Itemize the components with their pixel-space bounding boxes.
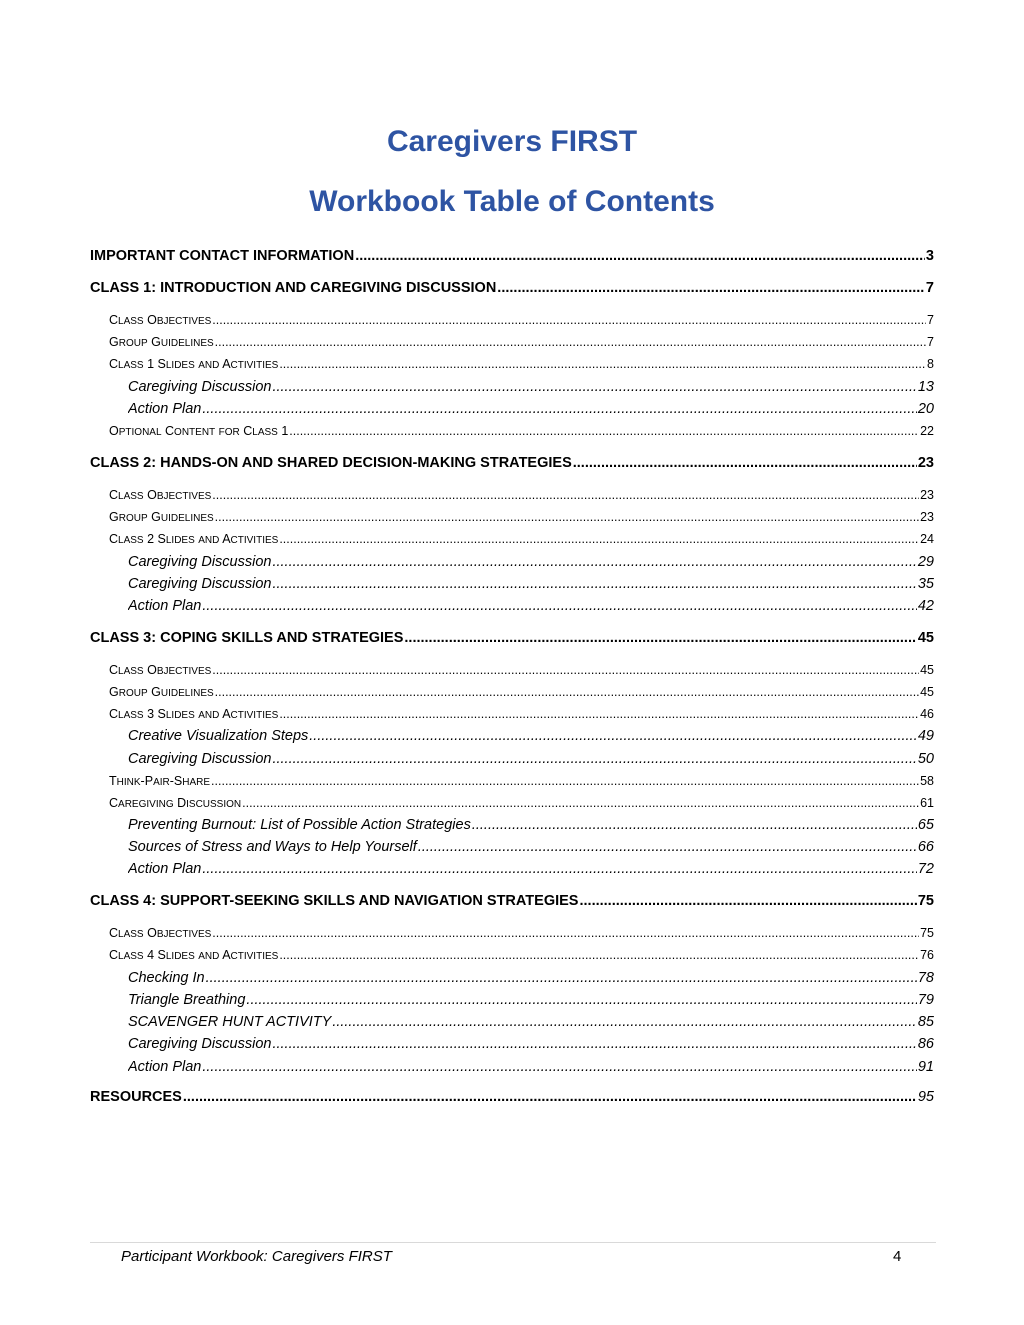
toc-dot-leader (272, 377, 916, 397)
toc-entry-page: 85 (917, 1014, 934, 1030)
toc-entry-page: 78 (917, 970, 934, 986)
toc-entry-label: SCAVENGER HUNT ACTIVITY (128, 1014, 332, 1030)
toc-entry-level3[interactable] (128, 815, 934, 835)
toc-entry-level2[interactable] (109, 332, 934, 352)
toc-entry-label: RESOURCES (90, 1089, 182, 1105)
toc-entry-page: 7 (927, 335, 934, 349)
toc-dot-leader (332, 1012, 917, 1032)
toc-entry-page: 7 (925, 280, 934, 296)
toc-entry-level3[interactable] (128, 1034, 934, 1054)
toc-dot-leader (202, 399, 917, 419)
toc-entry-page: 72 (917, 861, 934, 877)
toc-entry-level3[interactable] (128, 1057, 934, 1077)
toc-entry-page: 13 (917, 379, 934, 395)
toc-entry-level2[interactable] (109, 421, 934, 441)
toc-entry-level3[interactable] (128, 726, 934, 746)
toc-entry-level2[interactable] (109, 923, 934, 943)
toc-entry-label: Caregiving Discussion (128, 379, 272, 395)
toc-entry-page: 7 (927, 313, 934, 327)
toc-entry-page: 20 (917, 401, 934, 417)
toc-entry-label: Caregiving Discussion (128, 751, 272, 767)
toc-entry-label: THINK-PAIR-SHARE (109, 774, 211, 788)
toc-entry-level2[interactable] (109, 945, 934, 965)
toc-entry-level1[interactable] (90, 453, 934, 473)
toc-entry-page: 23 (917, 455, 934, 471)
toc-entry-label: OPTIONAL CONTENT FOR CLASS 1 (109, 424, 289, 438)
toc-entry-level3[interactable] (128, 990, 934, 1010)
toc-dot-leader (212, 310, 926, 330)
toc-entry-label: Caregiving Discussion (128, 554, 272, 570)
toc-entry-label: CLASS 1: INTRODUCTION AND CAREGIVING DISCUSSION (90, 280, 497, 296)
toc-entry-level1[interactable] (90, 628, 934, 648)
toc-entry-page: 45 (917, 630, 934, 646)
toc-entry-level2[interactable] (109, 793, 934, 813)
toc-dot-leader (272, 1034, 916, 1054)
toc-entry-level3[interactable] (128, 749, 934, 769)
toc-entry-label: GROUP GUIDELINES (109, 510, 214, 524)
toc-entry-page: 58 (920, 774, 934, 788)
toc-entry-label: Preventing Burnout: List of Possible Action Strategies (128, 817, 471, 833)
footer-page-number: 4 (893, 1248, 902, 1265)
toc-entry-level2[interactable] (109, 682, 934, 702)
footer-title: Participant Workbook: Caregivers FIRST (121, 1248, 392, 1265)
toc-dot-leader (183, 1087, 917, 1107)
toc-dot-leader (242, 793, 919, 813)
toc-dot-leader (272, 552, 916, 572)
toc-dot-leader (272, 574, 916, 594)
toc-entry-level3[interactable] (128, 574, 934, 594)
toc-dot-leader (309, 726, 917, 746)
toc-entry-page: 22 (920, 424, 934, 438)
toc-dot-leader (355, 246, 925, 266)
toc-dot-leader (279, 704, 919, 724)
toc-dot-leader (215, 332, 926, 352)
toc-entry-page: 95 (917, 1089, 934, 1105)
toc-entry-label: Triangle Breathing (128, 992, 246, 1008)
toc-entry-label: GROUP GUIDELINES (109, 335, 214, 349)
toc-entry-page: 75 (917, 893, 934, 909)
toc-entry-level2[interactable] (109, 529, 934, 549)
toc-dot-leader (279, 529, 919, 549)
toc-entry-level3[interactable] (128, 837, 934, 857)
toc-entry-page: 24 (920, 532, 934, 546)
toc-dot-leader (279, 945, 919, 965)
toc-entry-level2[interactable] (109, 310, 934, 330)
toc-dot-leader (418, 837, 917, 857)
toc-entry-level1[interactable] (90, 278, 934, 298)
toc-entry-label: CLASS 2: HANDS-ON AND SHARED DECISION-MAKING STRATEGIES (90, 455, 572, 471)
toc-entry-label: CLASS 4 SLIDES AND ACTIVITIES (109, 948, 279, 962)
toc-dot-leader (579, 891, 916, 911)
toc-entry-level3[interactable] (128, 596, 934, 616)
toc-entry-label: Creative Visualization Steps (128, 728, 309, 744)
document-title: Caregivers FIRST (386, 125, 638, 158)
toc-entry-label: CLASS 3 SLIDES AND ACTIVITIES (109, 707, 279, 721)
toc-dot-leader (289, 421, 919, 441)
toc-entry-page: 42 (917, 598, 934, 614)
toc-entry-label: Action Plan (128, 401, 202, 417)
toc-dot-leader (212, 660, 919, 680)
toc-entry-label: CLASS OBJECTIVES (109, 926, 212, 940)
toc-entry-label: Sources of Stress and Ways to Help Yourself (128, 839, 417, 855)
toc-entry-page: 45 (920, 685, 934, 699)
toc-entry-level3[interactable] (128, 399, 934, 419)
toc-entry-page: 66 (917, 839, 934, 855)
toc-entry-label: CLASS 2 SLIDES AND ACTIVITIES (109, 532, 279, 546)
toc-dot-leader (404, 628, 916, 648)
toc-entry-level2[interactable] (109, 354, 934, 374)
toc-entry-level3[interactable] (128, 552, 934, 572)
toc-entry-page: 23 (920, 510, 934, 524)
toc-entry-label: GROUP GUIDELINES (109, 685, 214, 699)
toc-entry-page: 61 (920, 796, 934, 810)
toc-entry-page: 35 (917, 576, 934, 592)
toc-dot-leader (215, 507, 919, 527)
toc-entry-level2[interactable] (109, 485, 934, 505)
toc-dot-leader (212, 485, 919, 505)
toc-entry-label: Caregiving Discussion (128, 1036, 272, 1052)
toc-dot-leader (497, 278, 925, 298)
toc-dot-leader (202, 1057, 917, 1077)
toc-entry-page: 50 (917, 751, 934, 767)
toc-entry-level2[interactable] (109, 507, 934, 527)
footer-divider (90, 1242, 936, 1243)
toc-entry-label: Checking In (128, 970, 205, 986)
toc-entry-page: 29 (917, 554, 934, 570)
toc-entry-page: 65 (917, 817, 934, 833)
toc-entry-page: 79 (917, 992, 934, 1008)
toc-entry-page: 75 (920, 926, 934, 940)
toc-entry-page: 86 (917, 1036, 934, 1052)
toc-entry-level1[interactable] (90, 1087, 934, 1107)
toc-entry-label: Action Plan (128, 1059, 202, 1075)
toc-dot-leader (272, 749, 916, 769)
toc-entry-level3[interactable] (128, 377, 934, 397)
toc-entry-page: 3 (925, 248, 934, 264)
toc-dot-leader (211, 771, 919, 791)
document-subtitle: Workbook Table of Contents (309, 185, 715, 218)
toc-entry-level3[interactable] (128, 859, 934, 879)
toc-dot-leader (202, 859, 917, 879)
toc-entry-level3[interactable] (128, 968, 934, 988)
toc-dot-leader (573, 453, 917, 473)
toc-entry-label: Action Plan (128, 598, 202, 614)
toc-entry-level2[interactable] (109, 704, 934, 724)
toc-entry-page: 8 (927, 357, 934, 371)
toc-dot-leader (206, 968, 917, 988)
toc-entry-page: 45 (920, 663, 934, 677)
toc-dot-leader (472, 815, 917, 835)
toc-entry-label: Action Plan (128, 861, 202, 877)
toc-entry-level1[interactable] (90, 891, 934, 911)
toc-entry-label: Caregiving Discussion (128, 576, 272, 592)
toc-entry-page: 46 (920, 707, 934, 721)
toc-entry-page: 76 (920, 948, 934, 962)
toc-entry-label: CLASS OBJECTIVES (109, 488, 212, 502)
toc-entry-level1[interactable] (90, 246, 934, 266)
toc-entry-page: 23 (920, 488, 934, 502)
toc-entry-label: CAREGIVING DISCUSSION (109, 796, 242, 810)
toc-dot-leader (279, 354, 926, 374)
toc-entry-label: CLASS 3: COPING SKILLS AND STRATEGIES (90, 630, 404, 646)
toc-entry-label: CLASS 4: SUPPORT-SEEKING SKILLS AND NAVIGATION STRATEGIES (90, 893, 579, 909)
toc-dot-leader (202, 596, 917, 616)
toc-entry-label: CLASS OBJECTIVES (109, 313, 212, 327)
toc-entry-page: 49 (917, 728, 934, 744)
toc-entry-label: IMPORTANT CONTACT INFORMATION (90, 248, 355, 264)
toc-dot-leader (246, 990, 916, 1010)
toc-entry-label: CLASS 1 SLIDES AND ACTIVITIES (109, 357, 279, 371)
toc-entry-level2[interactable] (109, 771, 934, 791)
toc-entry-level3[interactable] (128, 1012, 934, 1032)
toc-entry-label: CLASS OBJECTIVES (109, 663, 212, 677)
toc-dot-leader (212, 923, 919, 943)
toc-entry-page: 91 (917, 1059, 934, 1075)
toc-dot-leader (215, 682, 919, 702)
toc-entry-level2[interactable] (109, 660, 934, 680)
